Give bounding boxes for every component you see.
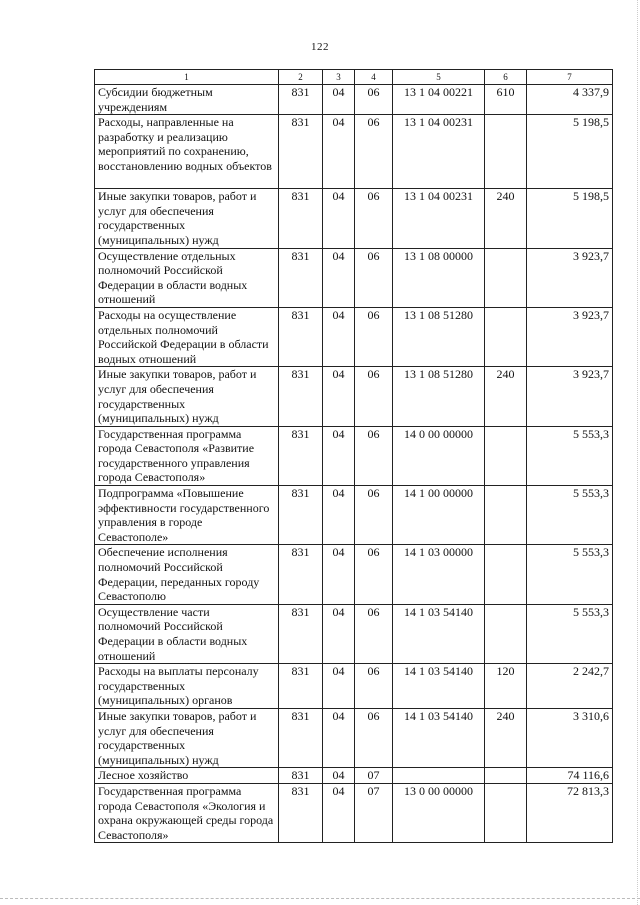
cell-section-code: 04 bbox=[323, 248, 355, 307]
cell-target-code: 14 1 03 54140 bbox=[393, 708, 485, 767]
cell-expense-type bbox=[485, 426, 527, 485]
cell-expense-type: 240 bbox=[485, 189, 527, 248]
cell-section-code: 04 bbox=[323, 783, 355, 842]
cell-section-code: 04 bbox=[323, 367, 355, 426]
cell-expense-type: 610 bbox=[485, 85, 527, 115]
cell-name: Иные закупки товаров, работ и услуг для обеспечения государственных (муниципальных) нужд bbox=[95, 708, 279, 767]
cell-section-code: 04 bbox=[323, 664, 355, 709]
cell-name: Иные закупки товаров, работ и услуг для обеспечения государственных (муниципальных) нужд bbox=[95, 367, 279, 426]
cell-target-code: 14 1 03 54140 bbox=[393, 664, 485, 709]
cell-target-code: 13 0 00 00000 bbox=[393, 783, 485, 842]
cell-name: Государственная программа города Севастополя «Развитие государственного управления города Севастополя» bbox=[95, 426, 279, 485]
cell-name: Расходы, направленные на разработку и реализацию мероприятий по сохранению, восстановлению водных объектов bbox=[95, 115, 279, 189]
cell-subsection-code: 06 bbox=[355, 708, 393, 767]
cell-admin-code: 831 bbox=[279, 486, 323, 545]
cell-subsection-code: 06 bbox=[355, 486, 393, 545]
table-header-row bbox=[95, 70, 613, 85]
table-row bbox=[95, 783, 613, 842]
cell-name: Иные закупки товаров, работ и услуг для обеспечения государственных (муниципальных) нужд bbox=[95, 189, 279, 248]
cell-section-code: 04 bbox=[323, 604, 355, 663]
cell-section-code: 04 bbox=[323, 486, 355, 545]
table-row bbox=[95, 248, 613, 307]
cell-expense-type bbox=[485, 604, 527, 663]
cell-subsection-code: 06 bbox=[355, 367, 393, 426]
cell-expense-type bbox=[485, 783, 527, 842]
cell-section-code: 04 bbox=[323, 85, 355, 115]
cell-name: Осуществление части полномочий Российской Федерации в области водных отношений bbox=[95, 604, 279, 663]
header-col-3: 3 bbox=[323, 70, 355, 85]
header-col-6: 6 bbox=[485, 70, 527, 85]
cell-amount: 74 116,6 bbox=[527, 768, 613, 784]
cell-admin-code: 831 bbox=[279, 545, 323, 604]
cell-expense-type bbox=[485, 768, 527, 784]
cell-amount: 3 923,7 bbox=[527, 307, 613, 366]
table-row bbox=[95, 708, 613, 767]
cell-name: Расходы на выплаты персоналу государственных (муниципальных) органов bbox=[95, 664, 279, 709]
cell-expense-type bbox=[485, 307, 527, 366]
budget-table bbox=[94, 69, 613, 843]
cell-admin-code: 831 bbox=[279, 115, 323, 189]
cell-subsection-code: 06 bbox=[355, 664, 393, 709]
cell-expense-type: 240 bbox=[485, 708, 527, 767]
cell-expense-type bbox=[485, 248, 527, 307]
cell-admin-code: 831 bbox=[279, 189, 323, 248]
cell-amount: 3 310,6 bbox=[527, 708, 613, 767]
cell-amount: 3 923,7 bbox=[527, 367, 613, 426]
cell-admin-code: 831 bbox=[279, 783, 323, 842]
cell-amount: 5 198,5 bbox=[527, 115, 613, 189]
cell-expense-type bbox=[485, 115, 527, 189]
header-col-2: 2 bbox=[279, 70, 323, 85]
cell-target-code bbox=[393, 768, 485, 784]
cell-name: Осуществление отдельных полномочий Российской Федерации в области водных отношений bbox=[95, 248, 279, 307]
cell-target-code: 13 1 04 00231 bbox=[393, 115, 485, 189]
cell-admin-code: 831 bbox=[279, 85, 323, 115]
scan-bottom-edge bbox=[0, 898, 640, 899]
cell-amount: 2 242,7 bbox=[527, 664, 613, 709]
cell-section-code: 04 bbox=[323, 307, 355, 366]
page-number: 122 bbox=[311, 41, 329, 53]
table-row bbox=[95, 486, 613, 545]
table-row bbox=[95, 768, 613, 784]
cell-name: Обеспечение исполнения полномочий Российской Федерации, переданных городу Севастополю bbox=[95, 545, 279, 604]
header-col-1: 1 bbox=[95, 70, 279, 85]
cell-subsection-code: 06 bbox=[355, 248, 393, 307]
cell-admin-code: 831 bbox=[279, 768, 323, 784]
cell-expense-type bbox=[485, 545, 527, 604]
cell-name: Подпрограмма «Повышение эффективности государственного управления в городе Севастополе» bbox=[95, 486, 279, 545]
cell-target-code: 14 1 00 00000 bbox=[393, 486, 485, 545]
cell-section-code: 04 bbox=[323, 426, 355, 485]
header-col-7: 7 bbox=[527, 70, 613, 85]
cell-subsection-code: 07 bbox=[355, 768, 393, 784]
cell-amount: 5 198,5 bbox=[527, 189, 613, 248]
cell-amount: 5 553,3 bbox=[527, 545, 613, 604]
cell-admin-code: 831 bbox=[279, 307, 323, 366]
cell-amount: 5 553,3 bbox=[527, 486, 613, 545]
cell-admin-code: 831 bbox=[279, 426, 323, 485]
cell-subsection-code: 07 bbox=[355, 783, 393, 842]
cell-section-code: 04 bbox=[323, 115, 355, 189]
cell-amount: 5 553,3 bbox=[527, 604, 613, 663]
cell-section-code: 04 bbox=[323, 189, 355, 248]
table-row bbox=[95, 426, 613, 485]
table-row bbox=[95, 115, 613, 189]
cell-admin-code: 831 bbox=[279, 604, 323, 663]
cell-subsection-code: 06 bbox=[355, 307, 393, 366]
cell-admin-code: 831 bbox=[279, 248, 323, 307]
table-row bbox=[95, 307, 613, 366]
cell-subsection-code: 06 bbox=[355, 545, 393, 604]
cell-admin-code: 831 bbox=[279, 367, 323, 426]
cell-admin-code: 831 bbox=[279, 708, 323, 767]
cell-section-code: 04 bbox=[323, 768, 355, 784]
cell-name: Субсидии бюджетным учреждениям bbox=[95, 85, 279, 115]
cell-target-code: 13 1 04 00231 bbox=[393, 189, 485, 248]
cell-target-code: 13 1 08 51280 bbox=[393, 367, 485, 426]
cell-target-code: 14 1 03 00000 bbox=[393, 545, 485, 604]
cell-amount: 72 813,3 bbox=[527, 783, 613, 842]
cell-subsection-code: 06 bbox=[355, 85, 393, 115]
table-row bbox=[95, 189, 613, 248]
cell-subsection-code: 06 bbox=[355, 426, 393, 485]
cell-name: Расходы на осуществление отдельных полномочий Российской Федерации в области водных отношений bbox=[95, 307, 279, 366]
cell-subsection-code: 06 bbox=[355, 115, 393, 189]
cell-expense-type bbox=[485, 486, 527, 545]
table-row bbox=[95, 545, 613, 604]
cell-target-code: 13 1 04 00221 bbox=[393, 85, 485, 115]
header-col-5: 5 bbox=[393, 70, 485, 85]
cell-name: Государственная программа города Севастополя «Экология и охрана окружающей среды города Севастополя» bbox=[95, 783, 279, 842]
cell-amount: 3 923,7 bbox=[527, 248, 613, 307]
cell-section-code: 04 bbox=[323, 708, 355, 767]
cell-target-code: 13 1 08 51280 bbox=[393, 307, 485, 366]
table-row bbox=[95, 367, 613, 426]
cell-amount: 5 553,3 bbox=[527, 426, 613, 485]
cell-expense-type: 120 bbox=[485, 664, 527, 709]
scan-edge-line bbox=[637, 0, 638, 905]
cell-section-code: 04 bbox=[323, 545, 355, 604]
cell-expense-type: 240 bbox=[485, 367, 527, 426]
cell-subsection-code: 06 bbox=[355, 189, 393, 248]
cell-target-code: 14 1 03 54140 bbox=[393, 604, 485, 663]
cell-subsection-code: 06 bbox=[355, 604, 393, 663]
cell-admin-code: 831 bbox=[279, 664, 323, 709]
table-body bbox=[95, 85, 613, 843]
table-row bbox=[95, 664, 613, 709]
header-col-4: 4 bbox=[355, 70, 393, 85]
table-row bbox=[95, 604, 613, 663]
cell-target-code: 14 0 00 00000 bbox=[393, 426, 485, 485]
cell-amount: 4 337,9 bbox=[527, 85, 613, 115]
table-row bbox=[95, 85, 613, 115]
cell-name: Лесное хозяйство bbox=[95, 768, 279, 784]
cell-target-code: 13 1 08 00000 bbox=[393, 248, 485, 307]
